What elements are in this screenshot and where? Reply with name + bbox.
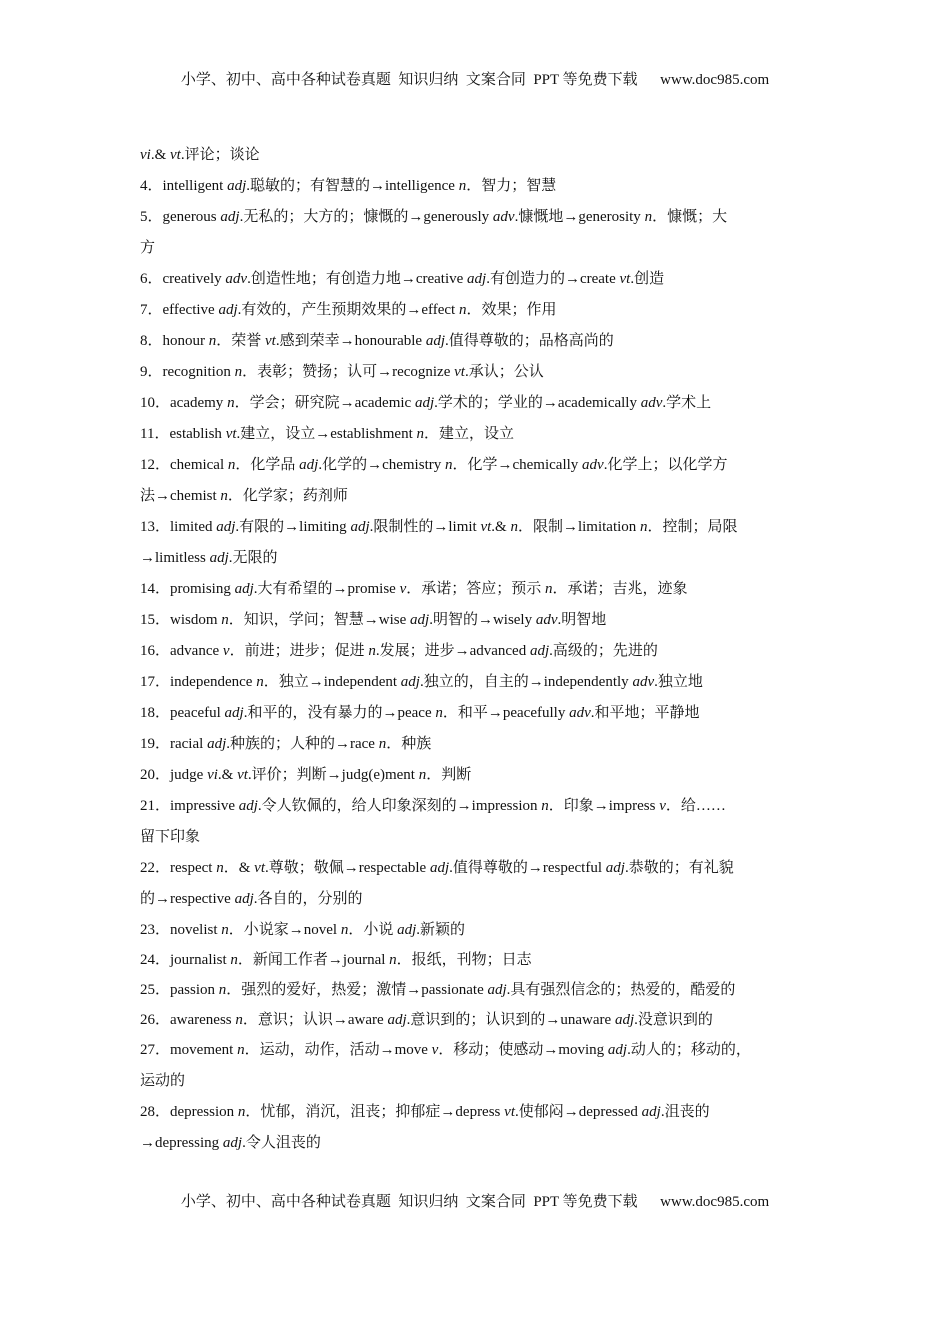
entry-10: 10．academy n．学会；研究院→academic adj.学术的；学业的→academically adv.学术上	[140, 395, 712, 411]
entry-17: 17．independence n．独立→independent adj.独立的，自主的→independently adv.独立地	[140, 674, 703, 690]
entry-8: 8．honour n．荣誉 vt.感到荣幸→honourable adj.值得尊敬的；品格高尚的	[140, 333, 614, 349]
entry-16: 16．advance v．前进；进步；促进 n.发展；进步→advanced adj.高级的；先进的	[140, 643, 658, 659]
page-header: 小学、初中、高中各种试卷真题 知识归纳 文案合同 PPT 等免费下载 www.doc985.com	[180, 72, 770, 88]
entry-5-cont: 方	[140, 240, 156, 256]
entry-12: 12．chemical n．化学品 adj.化学的→chemistry n．化学→chemically adv.化学上；以化学方	[140, 457, 728, 473]
entry-14: 14．promising adj.大有希望的→promise v．承诺；答应；预示 n．承诺；吉兆，迹象	[140, 581, 688, 597]
entry-13: 13．limited adj.有限的→limiting adj.限制性的→limit vt.& n．限制→limitation n．控制；局限	[140, 519, 738, 535]
entry-12-cont: 法→chemist n．化学家；药剂师	[140, 488, 348, 504]
entry-28: 28．depression n．忧郁，消沉，沮丧；抑郁症→depress vt.使郁闷→depressed adj.沮丧的	[140, 1104, 710, 1120]
entry-24: 24．journalist n．新闻工作者→journal n．报纸，刊物；日志	[140, 952, 532, 968]
entry-21-cont: 留下印象	[140, 829, 201, 845]
entry-27-cont: 运动的	[140, 1073, 186, 1089]
entry-6: 6．creatively adv.创造性地；有创造力地→creative adj.有创造力的→create vt.创造	[140, 271, 665, 287]
line-continuation: vi.& vt.评论；谈论	[140, 147, 260, 163]
entry-26: 26．awareness n．意识；认识→aware adj.意识到的；认识到的→unaware adj.没意识到的	[140, 1012, 713, 1028]
entry-7: 7．effective adj.有效的，产生预期效果的→effect n．效果；作用	[140, 302, 557, 318]
entry-15: 15．wisdom n．知识，学问；智慧→wise adj.明智的→wisely adv.明智地	[140, 612, 607, 628]
entry-27: 27．movement n．运动，动作，活动→move v．移动；使感动→moving adj.动人的；移动的，	[140, 1042, 751, 1058]
entry-13-cont: →limitless adj.无限的	[140, 550, 278, 566]
entry-22: 22．respect n．& vt.尊敬；敬佩→respectable adj.值得尊敬的→respectful adj.恭敬的；有礼貌	[140, 860, 734, 876]
entry-18: 18．peaceful adj.和平的，没有暴力的→peace n．和平→peacefully adv.和平地；平静地	[140, 705, 700, 721]
entry-11: 11．establish vt.建立，设立→establishment n．建立，设立	[140, 426, 515, 442]
entry-9: 9．recognition n．表彰；赞扬；认可→recognize vt.承认；公认	[140, 364, 544, 380]
entry-28-cont: →depressing adj.令人沮丧的	[140, 1135, 321, 1151]
entry-20: 20．judge vi.& vt.评价；判断→judg(e)ment n．判断	[140, 767, 472, 783]
entry-23: 23．novelist n．小说家→novel n．小说 adj.新颖的	[140, 922, 466, 938]
entry-22-cont: 的→respective adj.各自的，分别的	[140, 891, 363, 907]
entry-5: 5．generous adj.无私的；大方的；慷慨的→generously adv.慷慨地→generosity n．慷慨；大	[140, 209, 728, 225]
entry-25: 25．passion n．强烈的爱好，热爱；激情→passionate adj.具有强烈信念的；热爱的，酷爱的	[140, 982, 736, 998]
vocabulary-list	[140, 142, 820, 1161]
page-footer: 小学、初中、高中各种试卷真题 知识归纳 文案合同 PPT 等免费下载 www.doc985.com	[180, 1194, 770, 1210]
entry-4: 4．intelligent adj.聪敏的；有智慧的→intelligence n．智力；智慧	[140, 178, 557, 194]
entry-19: 19．racial adj.种族的；人种的→race n．种族	[140, 736, 432, 752]
entry-21: 21．impressive adj.令人钦佩的，给人印象深刻的→impression n．印象→impress v．给……	[140, 798, 726, 814]
